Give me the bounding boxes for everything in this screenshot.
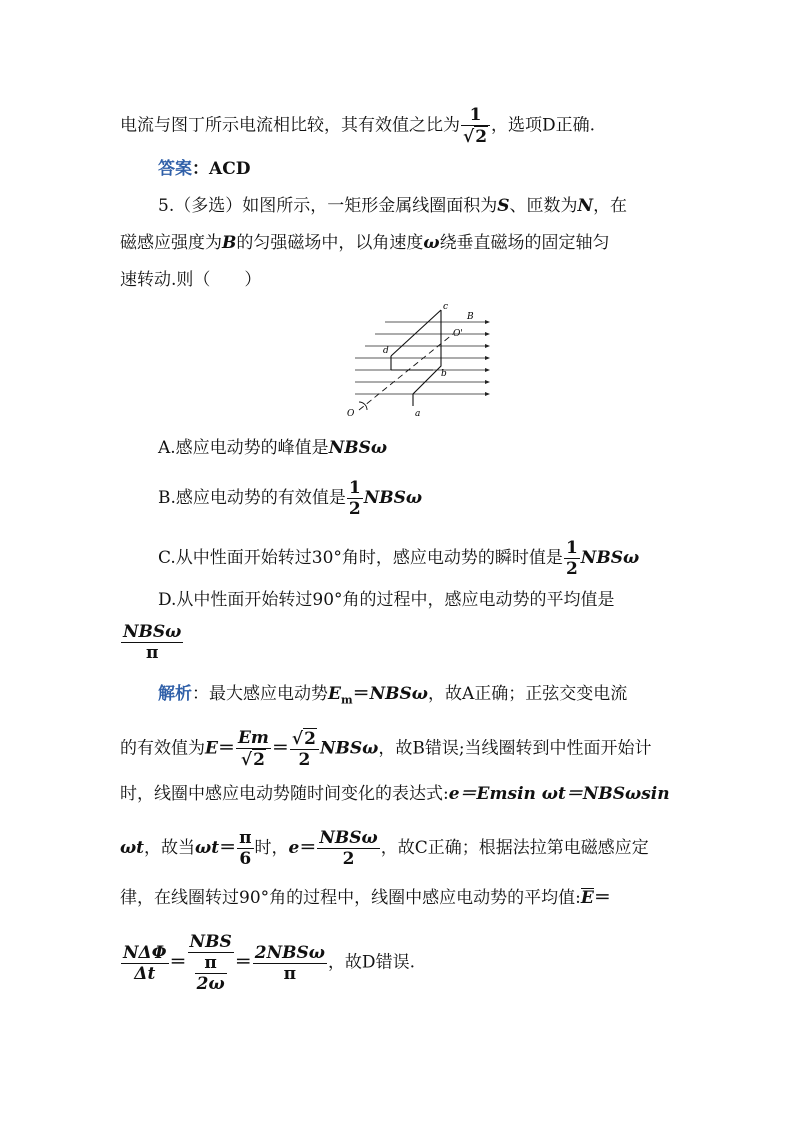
analysis-line-5	[120, 886, 611, 910]
fraction-denominator: Δt	[134, 963, 156, 984]
fraction-Em-over-root2	[236, 728, 271, 770]
subscript-m: m	[340, 693, 353, 707]
fraction-denominator: 2	[565, 559, 578, 579]
field-lines	[355, 322, 485, 394]
var-omega: ω	[423, 233, 440, 253]
fraction-numerator: NBSω	[319, 828, 378, 848]
fraction-numerator: √2	[290, 728, 319, 750]
text-segment: 律，在线圈转过90°角的过程中，线圈中感应电动势的平均值:	[120, 888, 581, 908]
text-segment: ，故D错误.	[327, 952, 415, 973]
arrowhead	[485, 392, 490, 396]
fraction-numerator: Em	[237, 728, 269, 748]
answer-label: 答案	[158, 159, 192, 179]
fraction-half	[564, 538, 580, 579]
analysis-line-3	[120, 782, 670, 806]
equals: ＝	[352, 684, 370, 704]
text-segment: B.感应电动势的有效值是	[158, 488, 346, 508]
expr: NBSω	[319, 738, 379, 759]
fraction-root2-over-2	[290, 728, 319, 770]
expr: NBSω	[580, 548, 640, 568]
fraction-denominator: 2	[342, 849, 355, 869]
label-b: b	[441, 369, 447, 379]
arrowhead	[485, 356, 490, 360]
text-segment: ，在	[593, 196, 628, 216]
sqrt-radicand: 2	[253, 750, 265, 770]
text-segment: 的匀强磁场中，以角速度	[236, 233, 424, 253]
text-segment: 5.（多选）如图所示，一矩形金属线圈面积为	[158, 196, 498, 216]
option-B	[158, 478, 422, 519]
expr: NBSω	[363, 488, 423, 508]
fraction-denominator	[188, 953, 234, 994]
text-segment: ，故当	[144, 838, 196, 858]
var-B: B	[222, 233, 237, 253]
text-segment: 磁感应强度为	[120, 233, 222, 253]
fraction-NBSw-over-pi	[121, 622, 183, 663]
fraction-NBSw-over-2	[317, 828, 379, 869]
fraction-denominator: 6	[239, 849, 252, 869]
text-segment: ，选项D正确.	[491, 115, 596, 136]
var-E: E	[328, 684, 341, 704]
coil-in-magnetic-field-diagram	[345, 298, 495, 422]
nested-fraction	[195, 953, 227, 994]
fraction-numerator: NBSω	[123, 622, 182, 642]
text-line-1	[120, 105, 595, 147]
fraction-numerator: NΔΦ	[123, 942, 167, 963]
arrowhead	[485, 380, 490, 384]
fraction-denominator: π	[145, 643, 159, 663]
text-segment: 的有效值为	[120, 738, 205, 759]
text-segment: 电流与图丁所示电流相比较，其有效值之比为	[120, 115, 460, 136]
expr: NBSω	[369, 684, 428, 704]
expr: e＝Emsin ωt＝NBSωsin	[448, 784, 670, 804]
fraction-numerator: 1	[461, 105, 490, 126]
sqrt-radicand: 2	[475, 127, 488, 147]
sqrt-radicand: 2	[304, 729, 316, 749]
expr: ωt	[195, 838, 220, 858]
rotation-axis	[359, 334, 453, 410]
fraction-denominator: 2	[348, 499, 361, 519]
fraction-numerator: 1	[565, 538, 578, 558]
analysis-line-6	[120, 932, 415, 994]
text-segment: A.感应电动势的峰值是	[158, 438, 329, 458]
coil-edge	[391, 310, 441, 356]
var-e: e	[288, 838, 300, 858]
equals: ＝	[299, 838, 317, 858]
equals: ＝	[217, 738, 235, 759]
label-d: d	[383, 346, 389, 356]
var-E: E	[205, 738, 218, 759]
text-segment: D.从中性面开始转过90°角的过程中，感应电动势的平均值是	[158, 590, 615, 610]
var-N: N	[577, 196, 594, 216]
fraction-denominator: 2ω	[196, 974, 225, 994]
fraction-numerator: 1	[348, 478, 361, 498]
label-a: a	[415, 409, 421, 419]
fraction-numerator: π	[195, 953, 227, 974]
fraction-2NBSw-over-pi	[253, 943, 327, 984]
fraction-numerator: 2NBSω	[254, 942, 325, 963]
var-S: S	[497, 196, 510, 216]
fraction-denominator: π	[283, 963, 297, 984]
arrowhead	[485, 368, 490, 372]
question-5-line-1	[158, 194, 627, 218]
equals: ＝	[271, 738, 289, 759]
fraction-NdPhi-over-dt	[121, 943, 169, 984]
text-segment: ，故C正确；根据法拉第电磁感应定	[380, 838, 649, 858]
fraction-denominator: 2	[298, 750, 311, 770]
text-segment: 时，线圈中感应电动势随时间变化的表达式:	[120, 784, 449, 804]
equals: ＝	[593, 888, 611, 908]
fraction-numerator: π	[239, 828, 252, 848]
fraction-one-over-root2	[461, 105, 490, 147]
text-segment: 、匝数为	[509, 196, 578, 216]
question-5-line-2	[120, 231, 610, 255]
label-O: O	[347, 409, 355, 419]
fraction-pi-over-6	[237, 828, 253, 869]
field-arrowheads	[485, 320, 490, 396]
var-E-bar: E	[580, 888, 594, 908]
fraction-numerator: NBS	[189, 932, 232, 952]
fraction-denominator: √2	[240, 750, 265, 770]
answer-value: ：ACD	[192, 159, 251, 179]
fraction-NBS-over-pi-over-2w	[188, 932, 234, 994]
answer-line	[158, 157, 250, 181]
text-segment: 时，	[254, 838, 289, 858]
label-c: c	[443, 302, 449, 312]
option-A	[158, 436, 387, 460]
expr: ωt	[120, 838, 145, 858]
text-segment: ，故A正确；正弦交变电流	[427, 684, 628, 704]
analysis-label: 解析	[158, 684, 192, 704]
label-O-prime: O'	[453, 329, 463, 339]
arrowhead	[485, 332, 490, 336]
label-B: B	[467, 312, 474, 322]
analysis-line-1	[158, 682, 627, 712]
equals: ＝	[234, 952, 252, 973]
fraction-half	[347, 478, 363, 519]
text-segment: 速转动.则（ ）	[120, 270, 262, 290]
option-C	[158, 538, 639, 579]
option-D-line-2	[120, 622, 184, 663]
arrowhead	[485, 320, 490, 324]
text-segment: 绕垂直磁场的固定轴匀	[439, 233, 610, 253]
equals: ＝	[169, 952, 187, 973]
fraction-denominator: √2	[463, 127, 488, 147]
question-5-line-3	[120, 268, 261, 292]
text-segment: C.从中性面开始转过30°角时，感应电动势的瞬时值是	[158, 548, 563, 568]
expr: NBSω	[328, 438, 388, 458]
analysis-line-4	[120, 828, 649, 869]
arrowhead	[485, 344, 490, 348]
option-D-line-1	[158, 588, 615, 612]
text-segment: ：最大感应电动势	[192, 684, 328, 704]
analysis-line-2	[120, 728, 652, 770]
text-segment: ，故B错误;当线圈转到中性面开始计	[378, 738, 652, 759]
equals: ＝	[219, 838, 237, 858]
